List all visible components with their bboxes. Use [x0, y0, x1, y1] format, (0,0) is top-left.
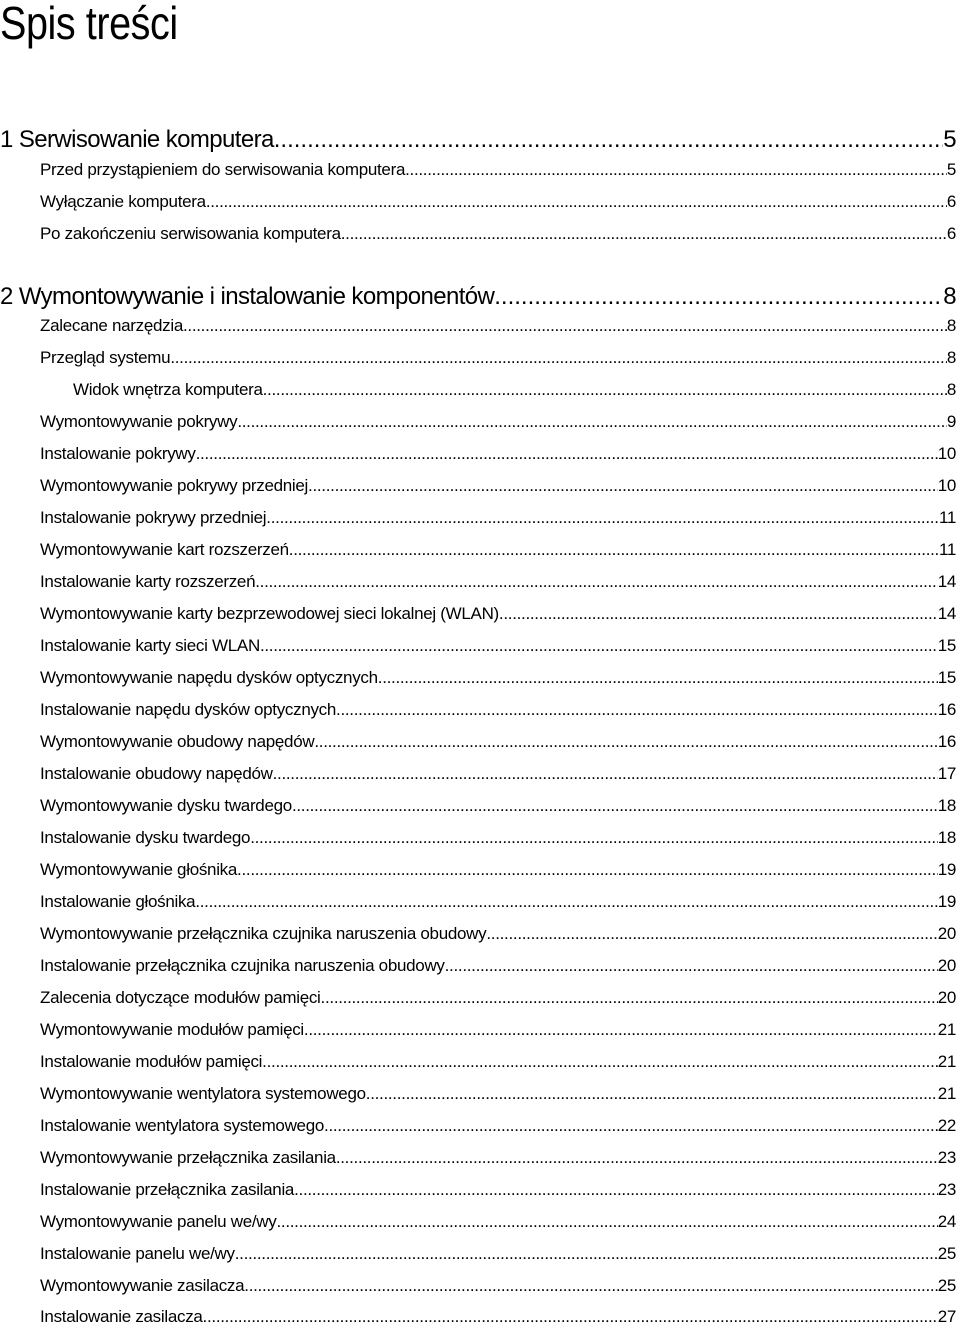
toc-entry[interactable]: [40, 316, 956, 336]
toc-page-number: 8: [946, 348, 956, 367]
toc-entry[interactable]: [40, 348, 956, 368]
toc-leader-dots: [314, 732, 937, 752]
toc-page-number: 5: [946, 160, 956, 179]
toc-entry-label: Wymontowywanie karty bezprzewodowej sieci lokalnej (WLAN): [40, 604, 499, 623]
toc-entry[interactable]: [40, 828, 956, 848]
toc-entry[interactable]: [40, 924, 956, 944]
toc-entry[interactable]: [40, 604, 956, 624]
toc-page-number: 19: [937, 892, 956, 911]
toc-entry[interactable]: [40, 1116, 956, 1136]
toc-entry[interactable]: [40, 476, 956, 496]
toc-page-number: 20: [937, 956, 956, 975]
toc-entry-label: Instalowanie zasilacza: [40, 1307, 203, 1326]
toc-page-number: 11: [938, 508, 956, 527]
toc-entry-label: Wymontowywanie kart rozszerzeń: [40, 540, 289, 559]
toc-leader-dots: [405, 160, 947, 180]
toc-entry-label: Zalecenia dotyczące modułów pamięci: [40, 988, 321, 1007]
toc-page-number: 16: [937, 732, 956, 751]
toc-page-number: 10: [937, 444, 956, 463]
toc-leader-dots: [183, 316, 947, 336]
toc-entry[interactable]: [40, 1084, 956, 1104]
toc-page-number: 24: [937, 1212, 956, 1231]
toc-leader-dots: [341, 224, 947, 244]
toc-entry-label: Instalowanie obudowy napędów: [40, 764, 273, 783]
toc-leader-dots: [255, 572, 937, 592]
toc-leader-dots: [206, 192, 947, 212]
toc-entry-label: Wymontowywanie przełącznika czujnika naruszenia obudowy: [40, 924, 487, 943]
toc-leader-dots: [262, 1052, 938, 1072]
toc-leader-dots: [445, 956, 938, 976]
toc-entry-label: Wymontowywanie wentylatora systemowego: [40, 1084, 366, 1103]
toc-entry-label: Wymontowywanie obudowy napędów: [40, 732, 315, 751]
toc-entry[interactable]: [40, 764, 956, 784]
toc-entry-label: Wymontowywanie panelu we/wy: [40, 1212, 277, 1231]
toc-entry[interactable]: [40, 988, 956, 1008]
toc-page-number: 25: [937, 1276, 956, 1295]
toc-entry[interactable]: [40, 192, 956, 212]
toc-leader-dots: [486, 924, 937, 944]
toc-leader-dots: [235, 1244, 938, 1264]
toc-entry-label: Wymontowywanie przełącznika zasilania: [40, 1148, 336, 1167]
toc-leader-dots: [263, 380, 947, 400]
toc-entry-label: Instalowanie dysku twardego: [40, 828, 251, 847]
toc-page-number: 21: [937, 1052, 956, 1071]
toc-entry-label: Wyłączanie komputera: [40, 192, 206, 211]
toc-page-number: 10: [937, 476, 956, 495]
toc-leader-dots: [244, 1276, 937, 1296]
toc-entry[interactable]: [40, 1307, 956, 1327]
toc-entry-label: Instalowanie wentylatora systemowego: [40, 1116, 325, 1135]
toc-page-number: 18: [937, 796, 956, 815]
toc-page-number: 14: [937, 604, 956, 623]
toc-leader-dots: [294, 1180, 938, 1200]
toc-entry[interactable]: [40, 508, 956, 528]
toc-leader-dots: [266, 508, 939, 528]
toc-page-number: 21: [937, 1084, 956, 1103]
toc-entry[interactable]: [40, 1244, 956, 1264]
toc-entry-label: Widok wnętrza komputera: [73, 380, 263, 399]
toc-entry-label: Wymontowywanie pokrywy przedniej: [40, 476, 309, 495]
toc-leader-dots: [170, 348, 947, 368]
toc-entry-label: Przegląd systemu: [40, 348, 171, 367]
toc-leader-dots: [366, 1084, 938, 1104]
toc-page-number: 9: [946, 412, 956, 431]
toc-entry[interactable]: [40, 860, 956, 880]
toc-leader-dots: [499, 604, 938, 624]
toc-entry[interactable]: [40, 1276, 956, 1296]
toc-leader-dots: [494, 283, 943, 311]
toc-chapter[interactable]: [0, 126, 956, 154]
toc-entry-label: Instalowanie przełącznika zasilania: [40, 1180, 295, 1199]
toc-page-number: 22: [937, 1116, 956, 1135]
toc-entry[interactable]: [40, 1212, 956, 1232]
toc-entry[interactable]: [40, 412, 956, 432]
toc-leader-dots: [196, 444, 938, 464]
toc-page-number: 23: [937, 1148, 956, 1167]
toc-entry-label: 1 Serwisowanie komputera: [0, 126, 274, 153]
toc-entry-label: Instalowanie karty sieci WLAN: [40, 636, 260, 655]
toc-entry-label: Instalowanie głośnika: [40, 892, 196, 911]
page-title: Spis treści: [0, 0, 178, 49]
toc-entry-label: Instalowanie przełącznika czujnika naruszenia obudowy: [40, 956, 445, 975]
toc-entry[interactable]: [73, 380, 956, 400]
toc-entry-label: Wymontowywanie pokrywy: [40, 412, 238, 431]
toc-page-number: 11: [938, 540, 956, 559]
toc-page-number: 15: [937, 636, 956, 655]
toc-entry-label: Przed przystąpieniem do serwisowania komputera: [40, 160, 406, 179]
toc-entry[interactable]: [40, 892, 956, 912]
toc-entry-label: Wymontowywanie zasilacza: [40, 1276, 245, 1295]
toc-leader-dots: [260, 636, 938, 656]
toc-entry-label: Instalowanie panelu we/wy: [40, 1244, 235, 1263]
toc-entry[interactable]: [40, 444, 956, 464]
toc-entry-label: Wymontowywanie głośnika: [40, 860, 238, 879]
toc-leader-dots: [292, 796, 938, 816]
toc-entry[interactable]: [40, 160, 956, 180]
toc-entry-label: Instalowanie modułów pamięci: [40, 1052, 263, 1071]
toc-entry[interactable]: [40, 572, 956, 592]
toc-page-number: 8: [943, 283, 956, 310]
toc-entry[interactable]: [40, 1052, 956, 1072]
toc-leader-dots: [336, 700, 938, 720]
toc-leader-dots: [195, 892, 937, 912]
toc-leader-dots: [324, 1116, 938, 1136]
toc-entry[interactable]: [40, 1020, 956, 1040]
toc-page-number: 23: [937, 1180, 956, 1199]
toc-leader-dots: [274, 126, 944, 154]
toc-entry-label: Po zakończeniu serwisowania komputera: [40, 224, 341, 243]
toc-entry[interactable]: [40, 668, 956, 688]
toc-entry-label: Instalowanie pokrywy przedniej: [40, 508, 267, 527]
toc-page-number: 20: [937, 924, 956, 943]
toc-entry-label: 2 Wymontowywanie i instalowanie komponentów: [0, 283, 495, 310]
toc-leader-dots: [250, 828, 937, 848]
toc-entry-label: Instalowanie karty rozszerzeń: [40, 572, 256, 591]
toc-entry[interactable]: [40, 540, 956, 560]
toc-leader-dots: [336, 1148, 938, 1168]
toc-leader-dots: [203, 1307, 938, 1327]
toc-entry-label: Zalecane narzędzia: [40, 316, 183, 335]
toc-entry[interactable]: [40, 636, 956, 656]
toc-page-number: 6: [946, 224, 956, 243]
toc-entry[interactable]: [40, 956, 956, 976]
toc-page-number: 16: [937, 700, 956, 719]
toc-leader-dots: [237, 860, 938, 880]
toc-entry-label: Instalowanie pokrywy: [40, 444, 196, 463]
toc-leader-dots: [304, 1020, 938, 1040]
toc-page-number: 14: [937, 572, 956, 591]
toc-leader-dots: [321, 988, 938, 1008]
toc-page-number: 8: [946, 316, 956, 335]
toc-entry-label: Wymontowywanie modułów pamięci: [40, 1020, 304, 1039]
toc-page-number: 19: [937, 860, 956, 879]
toc-page-number: 20: [937, 988, 956, 1007]
toc-page-number: 18: [937, 828, 956, 847]
toc-leader-dots: [308, 476, 938, 496]
toc-leader-dots: [237, 412, 947, 432]
toc-entry-label: Wymontowywanie napędu dysków optycznych: [40, 668, 378, 687]
toc-page-number: 6: [946, 192, 956, 211]
toc-entry[interactable]: [40, 700, 956, 720]
toc-page-number: 8: [946, 380, 956, 399]
toc-page-number: 25: [937, 1244, 956, 1263]
toc-chapter[interactable]: [0, 283, 956, 311]
toc-page-number: 15: [937, 668, 956, 687]
toc-entry[interactable]: [40, 224, 956, 244]
toc-page-number: 21: [937, 1020, 956, 1039]
toc-entry[interactable]: [40, 1148, 956, 1168]
toc-leader-dots: [289, 540, 939, 560]
toc-leader-dots: [273, 764, 938, 784]
toc-leader-dots: [276, 1212, 937, 1232]
toc-entry-label: Instalowanie napędu dysków optycznych: [40, 700, 337, 719]
toc-entry[interactable]: [40, 1180, 956, 1200]
toc-page-number: 17: [937, 764, 956, 783]
toc-leader-dots: [378, 668, 938, 688]
toc-entry[interactable]: [40, 796, 956, 816]
toc-entry[interactable]: [40, 732, 956, 752]
toc-entry-label: Wymontowywanie dysku twardego: [40, 796, 292, 815]
toc-page-number: 5: [943, 126, 956, 153]
toc-page-number: 27: [937, 1307, 956, 1326]
